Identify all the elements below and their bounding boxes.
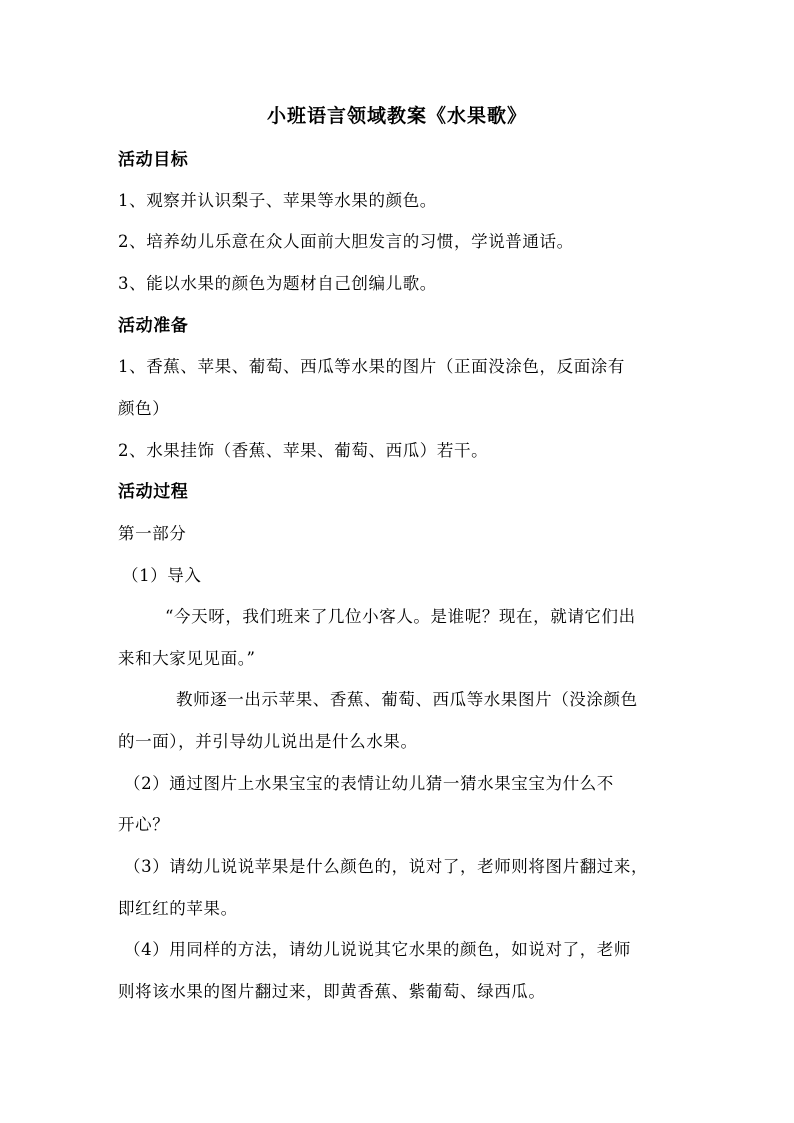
paragraph-line: 的一面），并引导幼儿说出是什么水果。 <box>118 732 418 751</box>
document-title: 小班语言领域教案《水果歌》 <box>266 105 527 127</box>
paragraph-line: 来和大家见见面。” <box>118 649 256 668</box>
paragraph-line: （1）导入 <box>122 566 202 585</box>
section-heading-process: 活动过程 <box>118 482 189 502</box>
paragraph-line: （3）请幼儿说说苹果是什么颜色的，说对了，老师则将图片翻过来， <box>124 857 649 876</box>
paragraph-line: “今天呀，我们班来了几位小客人。是谁呢？现在，就请它们出 <box>165 607 636 626</box>
section-heading-preparation: 活动准备 <box>118 316 189 336</box>
paragraph-line: 2、培养幼儿乐意在众人面前大胆发言的习惯，学说普通话。 <box>118 232 574 251</box>
paragraph-line: 开心？ <box>118 815 170 834</box>
paragraph-line: 1、香蕉、苹果、葡萄、西瓜等水果的图片（正面没涂色，反面涂有 <box>118 357 625 376</box>
paragraph-line: 教师逐一出示苹果、香蕉、葡萄、西瓜等水果图片（没涂颜色 <box>176 690 638 709</box>
paragraph-line: 2、水果挂饰（香蕉、苹果、葡萄、西瓜）若干。 <box>118 441 489 460</box>
section-heading-goals: 活动目标 <box>118 150 189 170</box>
paragraph-line: 第一部分 <box>118 524 187 543</box>
paragraph-line: 颜色） <box>118 399 170 418</box>
paragraph-line: 3、能以水果的颜色为题材自己创编儿歌。 <box>118 274 437 293</box>
paragraph-line: 则将该水果的图片翻过来，即黄香蕉、紫葡萄、绿西瓜。 <box>118 982 546 1001</box>
paragraph-line: （4）用同样的方法，请幼儿说说其它水果的颜色，如说对了，老师 <box>124 940 631 959</box>
paragraph-line: 1、观察并认识梨子、苹果等水果的颜色。 <box>118 191 437 210</box>
paragraph-line: （2）通过图片上水果宝宝的表情让幼儿猜一猜水果宝宝为什么不 <box>124 774 614 793</box>
paragraph-line: 即红红的苹果。 <box>118 899 238 918</box>
